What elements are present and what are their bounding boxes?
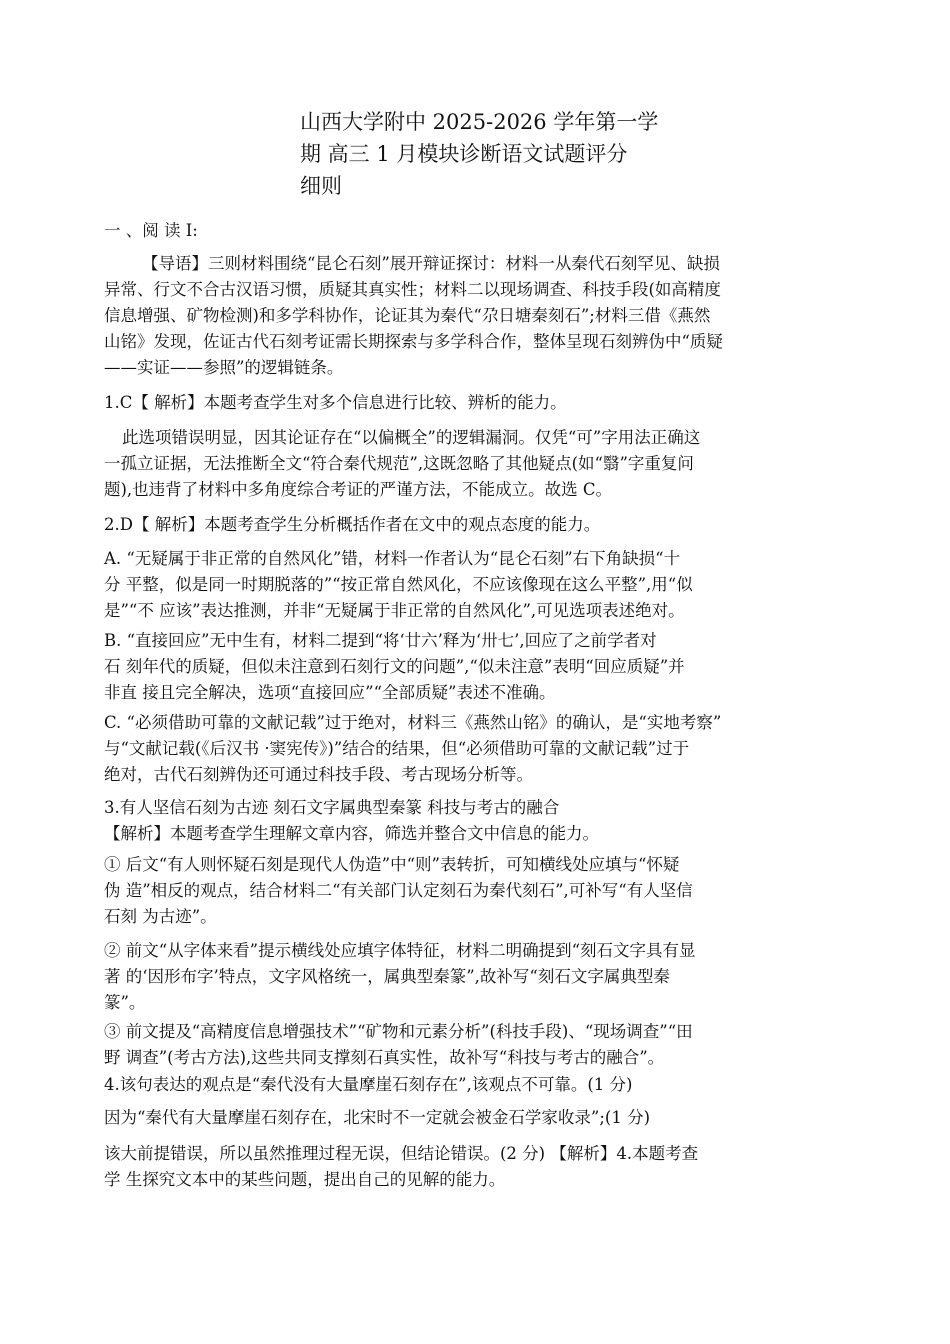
text-line: B. “直接回应”无中生有，材料二提到“将‘廿六’释为‘卅七’,回应了之前学者对 [104,631,657,650]
text-line: 4.该句表达的观点是“秦代没有大量摩崖石刻存在”,该观点不可靠。(1 分) [104,1075,633,1094]
text-line: 山铭》发现，佐证古代石刻考证需长期探索与多学科合作，整体呈现石刻辨伪中“质疑 [104,332,723,351]
q2-option-c [104,710,856,788]
text-line: 信息增强、矿物检测)和多学科协作，论证其为秦代“尕日塘秦刻石”;材料三借《燕然 [104,306,711,325]
q3-point-2 [104,938,856,1016]
text-line: ③ 前文提及“高精度信息增强技术”“矿物和元素分析”(科技手段)、“现场调查”“田 [104,1022,693,1041]
title-line: 期 高三 1 月模块诊断语文试题评分 [300,142,628,166]
text-line: 因为“秦代有大量摩崖石刻存在，北宋时不一定就会被金石学家收录”;(1 分) [104,1108,651,1127]
intro-paragraph [104,251,856,381]
q3-header: 3.有人坚信石刻为古迹 刻石文字属典型秦篆 科技与考古的融合 【解析】本题考查学生理解文章内容，筛选并整合文中信息的能力。 [104,795,856,847]
text-line: 伪 造”相反的观点，结合材料二“有关部门认定刻石为秦代刻石”,可补写“有人坚信 [104,881,693,900]
text-line: 石 刻年代的质疑，但似未注意到石刻行文的问题”,“似未注意”表明“回应质疑”并 [104,657,685,676]
text-line: 【导语】三则材料围绕“昆仑石刻”展开辩证探讨：材料一从秦代石刻罕见、缺损 [142,254,720,273]
q4-conclusion [104,1141,856,1193]
text-line: 野 调查”(考古方法),这些共同支撑刻石真实性，故补写“科技与考古的融合”。 [104,1048,665,1067]
text-line: ② 前文“从字体来看”提示横线处应填字体特征，材料二明确提到“刻石文字具有显 [104,941,696,960]
q4-reason [104,1105,856,1131]
q2-header: 2.D【 解析】本题考查学生分析概括作者在文中的观点态度的能力。 [104,515,601,534]
text-line: 该大前提错误，所以虽然推理过程无误，但结论错误。(2 分) 【解析】4.本题考查 [104,1144,699,1163]
text-line: 著 的‘因形布字’特点，文字风格统一，属典型秦篆”,故补写“刻石文字属典型秦 [104,967,670,986]
text-line: 题),也违背了材料中多角度综合考证的严谨方法，不能成立。故选 C。 [104,480,613,499]
text-line: 一孤立证据，无法推断全文“符合秦代规范”,这既忽略了其他疑点(如“翳”字重复问 [104,454,694,473]
section-heading: 一 、阅 读 I: [104,221,198,240]
text-line: A. “无疑属于非正常的自然风化”错，材料一作者认为“昆仑石刻”右下角缺损“十 [104,549,681,568]
text-line: 篆”。 [104,993,146,1012]
text-line: 非直 接且完全解决，选项“直接回应”“全部质疑”表述不准确。 [104,683,556,702]
text-line: 是”“不 应该”表达推测，并非“无疑属于非正常的自然风化”,可见选项表述绝对。 [104,601,685,620]
q3-analysis: 【解析】本题考查学生理解文章内容，筛选并整合文中信息的能力。 [104,824,599,843]
title-line: 细则 [300,174,342,198]
text-line: 石刻 为古迹”。 [104,907,217,926]
q1-explanation [104,425,856,503]
text-line: ① 后文“有人则怀疑石刻是现代人伪造”中“则”表转折，可知横线处应填与“怀疑 [104,855,680,874]
text-line: C. “必须借助可靠的文献记载”过于绝对，材料三《燕然山铭》的确认，是“实地考察” [104,713,722,732]
q2-option-b [104,628,856,706]
text-line: 此选项错误明显，因其论证存在“以偏概全”的逻辑漏洞。仅凭“可”字用法正确这 [122,428,701,447]
text-line: 学 生探究文本中的某些问题，提出自己的见解的能力。 [104,1170,506,1189]
text-line: ——实证——参照”的逻辑链条。 [104,358,344,377]
q3-point-1 [104,852,856,930]
text-line: 绝对，古代石刻辨伪还可通过科技手段、考古现场分析等。 [104,765,533,784]
q3-point-3 [104,1019,856,1071]
q2-option-a [104,546,856,624]
text-line: 异常、行文不合古汉语习惯，质疑其真实性；材料二以现场调查、科技手段(如高精度 [104,280,721,299]
title-line: 山西大学附中 2025-2026 学年第一学 [300,110,659,134]
q4-answer [104,1072,856,1098]
text-line: 与“文献记载(《后汉书 ·窦宪传》)”结合的结果，但“必须借助可靠的文献记载”过于 [104,739,690,758]
text-line: 分 平整，似是同一时期脱落的”“按正常自然风化，不应该像现在这么平整”,用“似 [104,575,693,594]
q1-header: 1.C【 解析】本题考查学生对多个信息进行比较、辨析的能力。 [104,393,567,412]
page-title [300,106,660,202]
